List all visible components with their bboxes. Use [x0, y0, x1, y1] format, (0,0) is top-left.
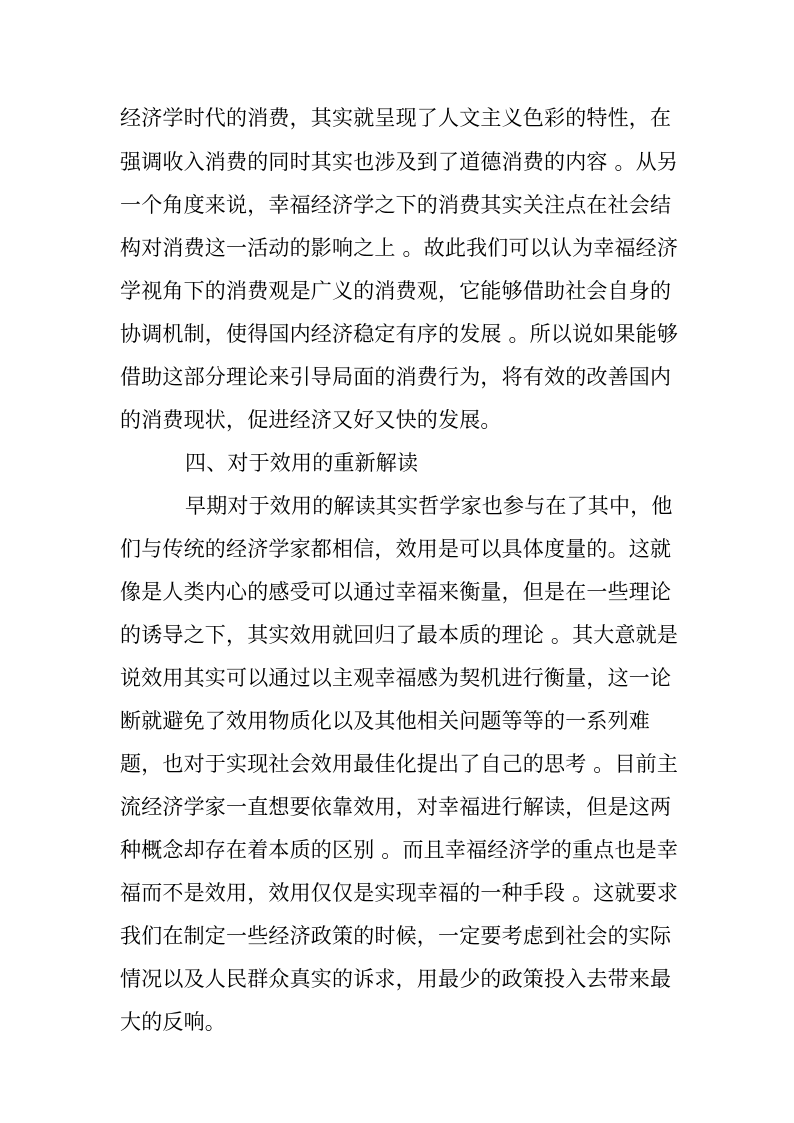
text-line: 早期对于效用的解读其实哲学家也参与在了其中，他: [185, 494, 673, 518]
text-line: 大的反响。: [120, 1010, 226, 1034]
text-line: 协调机制，使得国内经济稳定有序的发展 。所以说如果能够: [120, 322, 679, 346]
text-line: 们与传统的经济学家都相信，效用是可以具体度量的。这就: [120, 537, 672, 561]
section-heading: 四、对于效用的重新解读: [185, 451, 419, 475]
text-line: 种概念却存在着本质的区别 。而且幸福经济学的重点也是幸: [120, 838, 679, 862]
text-line: 我们在制定一些经济政策的时候，一定要考虑到社会的实际: [120, 924, 672, 948]
text-line: 强调收入消费的同时其实也涉及到了道德消费的内容 。从另: [120, 150, 679, 174]
text-line: 流经济学家一直想要依靠效用，对幸福进行解读，但是这两: [120, 795, 672, 819]
text-line: 说效用其实可以通过以主观幸福感为契机进行衡量，这一论: [120, 666, 672, 690]
text-line: 的消费现状，促进经济又好又快的发展。: [120, 408, 502, 432]
text-line: 题，也对于实现社会效用最佳化提出了自己的思考 。目前主: [120, 752, 679, 776]
text-line: 经济学时代的消费，其实就呈现了人文主义色彩的特性，在: [120, 106, 672, 130]
text-line: 一个角度来说，幸福经济学之下的消费其实关注点在社会结: [120, 193, 672, 217]
text-line: 像是人类内心的感受可以通过幸福来衡量，但是在一些理论: [120, 580, 672, 604]
text-line: 借助这部分理论来引导局面的消费行为，将有效的改善国内: [120, 365, 672, 389]
text-line: 构对消费这一活动的影响之上 。故此我们可以认为幸福经济: [120, 236, 679, 260]
text-line: 学视角下的消费观是广义的消费观，它能够借助社会自身的: [120, 279, 672, 303]
text-line: 断就避免了效用物质化以及其他相关问题等等的一系列难: [120, 709, 650, 733]
text-line: 的诱导之下，其实效用就回归了最本质的理论 。其大意就是: [120, 623, 679, 647]
text-line: 情况以及人民群众真实的诉求，用最少的政策投入去带来最: [120, 967, 672, 991]
text-line: 福而不是效用，效用仅仅是实现幸福的一种手段 。这就要求: [120, 881, 679, 905]
